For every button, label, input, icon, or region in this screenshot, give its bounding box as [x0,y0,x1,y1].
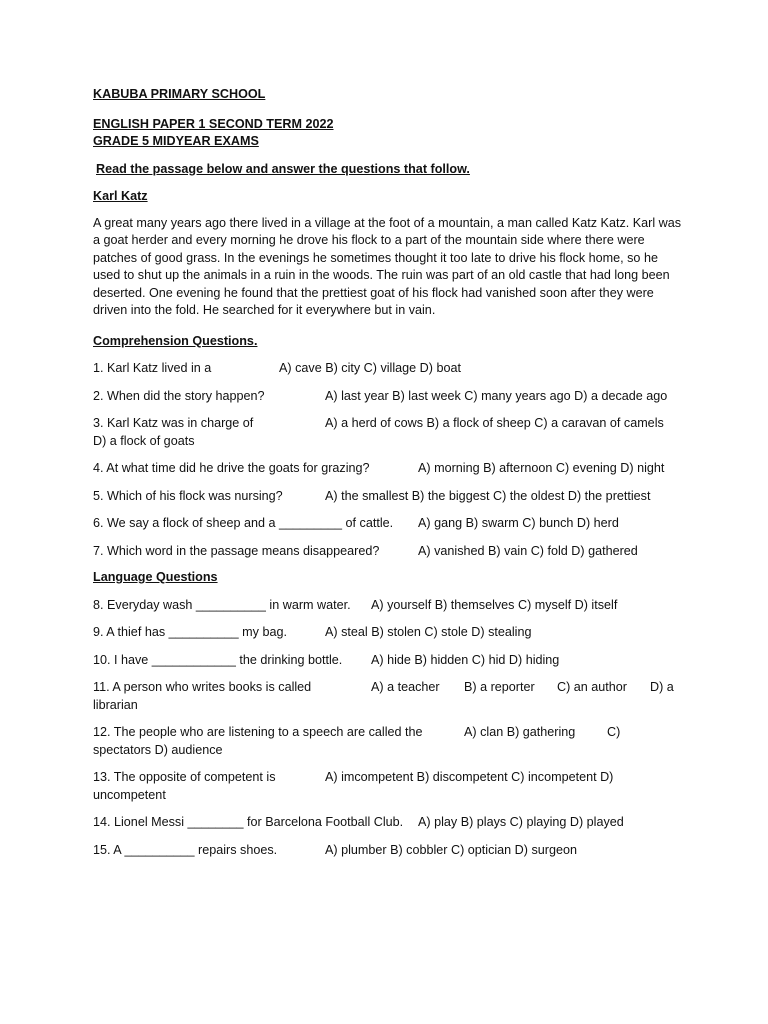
question-options: A) a herd of cows B) a flock of sheep C) a caravan of camels [325,416,664,431]
question-text: 15. A __________ repairs shoes. [93,842,278,857]
question-options: A) gang B) swarm C) bunch D) herd [418,516,619,531]
question-options: A) vanished B) vain C) fold D) gathered [418,543,638,558]
question-text: 12. The people who are listening to a speech are called the [93,725,423,740]
question-text: 9. A thief has __________ my bag. [93,625,287,640]
question-text: 13. The opposite of competent is [93,770,276,785]
question-text: 14. Lionel Messi ________ for Barcelona Football Club. [93,815,404,830]
question-options: A) the smallest B) the biggest C) the oldest D) the prettiest [325,488,651,503]
question-4 [93,460,683,478]
question-15 [93,842,683,860]
option-a: A) a teacher [371,680,440,695]
comprehension-heading: Comprehension Questions. [93,333,258,348]
school-name: KABUBA PRIMARY SCHOOL [93,87,266,101]
question-2 [93,388,683,406]
paper-title: ENGLISH PAPER 1 SECOND TERM 2022 [93,116,334,131]
question-8 [93,597,683,615]
instruction: Read the passage below and answer the questions that follow. [96,161,470,176]
question-5 [93,488,683,506]
option-d: D) a [650,680,674,695]
option-b: B) a reporter [464,680,535,695]
question-text: 1. Karl Katz lived in a [93,361,212,376]
question-options-wrap: spectators D) audience [93,742,223,757]
question-3 [93,415,683,450]
question-text: 10. I have ____________ the drinking bottle. [93,652,343,667]
question-text: 5. Which of his flock was nursing? [93,488,283,503]
question-options: A) yourself B) themselves C) myself D) itself [371,597,618,612]
passage-text: A great many years ago there lived in a village at the foot of a mountain, a man called Katz Katz. Karl was a goat herder and every morning he drove his flock to a part of the mountain side where there were patches of good grass. In the evenings he sometimes thought it too late to drive his flock home, so he used to shut up the animals in a ruin in the woods. The ruin was part of an old castle that had long been deserted. One evening he found that the prettiest goat of his flock had vanished soon after they were driven into the fold. He searched for it everywhere but in vain. [93,215,682,318]
question-text: 2. When did the story happen? [93,388,265,403]
question-9 [93,624,683,642]
question-12 [93,724,683,759]
question-1 [93,360,683,378]
question-14 [93,814,683,832]
question-options: A) cave B) city C) village D) boat [279,361,461,376]
question-options: A) imcompetent B) discompetent C) incompetent D) [325,770,614,785]
question-text: 4. At what time did he drive the goats for grazing? [93,461,370,476]
question-10 [93,652,683,670]
question-text: 7. Which word in the passage means disappeared? [93,543,380,558]
language-heading: Language Questions [93,570,218,585]
question-options: A) play B) plays C) playing D) played [418,815,624,830]
question-options: A) last year B) last week C) many years ago D) a decade ago [325,388,668,403]
option-c: C) [607,725,621,740]
question-13 [93,769,683,804]
question-text: 11. A person who writes books is called [93,680,312,695]
question-7 [93,543,683,561]
option-c: C) an author [557,680,628,695]
exam-page [93,86,683,859]
question-6 [93,515,683,533]
question-text: 8. Everyday wash __________ in warm water. [93,597,351,612]
question-text: 6. We say a flock of sheep and a _________ of cattle. [93,516,394,531]
question-options: A) morning B) afternoon C) evening D) night [418,461,665,476]
question-options-wrap: D) a flock of goats [93,433,195,448]
question-options: A) steal B) stolen C) stole D) stealing [325,625,532,640]
grade-title: GRADE 5 MIDYEAR EXAMS [93,134,259,148]
option-a-b: A) clan B) gathering [464,725,576,740]
question-options-wrap: librarian [93,697,138,712]
question-text: 3. Karl Katz was in charge of [93,416,254,431]
question-options: A) hide B) hidden C) hid D) hiding [371,652,560,667]
question-options-wrap: uncompetent [93,787,166,802]
passage-title: Karl Katz [93,189,148,203]
question-options: A) plumber B) cobbler C) optician D) surgeon [325,842,577,857]
question-11 [93,679,683,714]
